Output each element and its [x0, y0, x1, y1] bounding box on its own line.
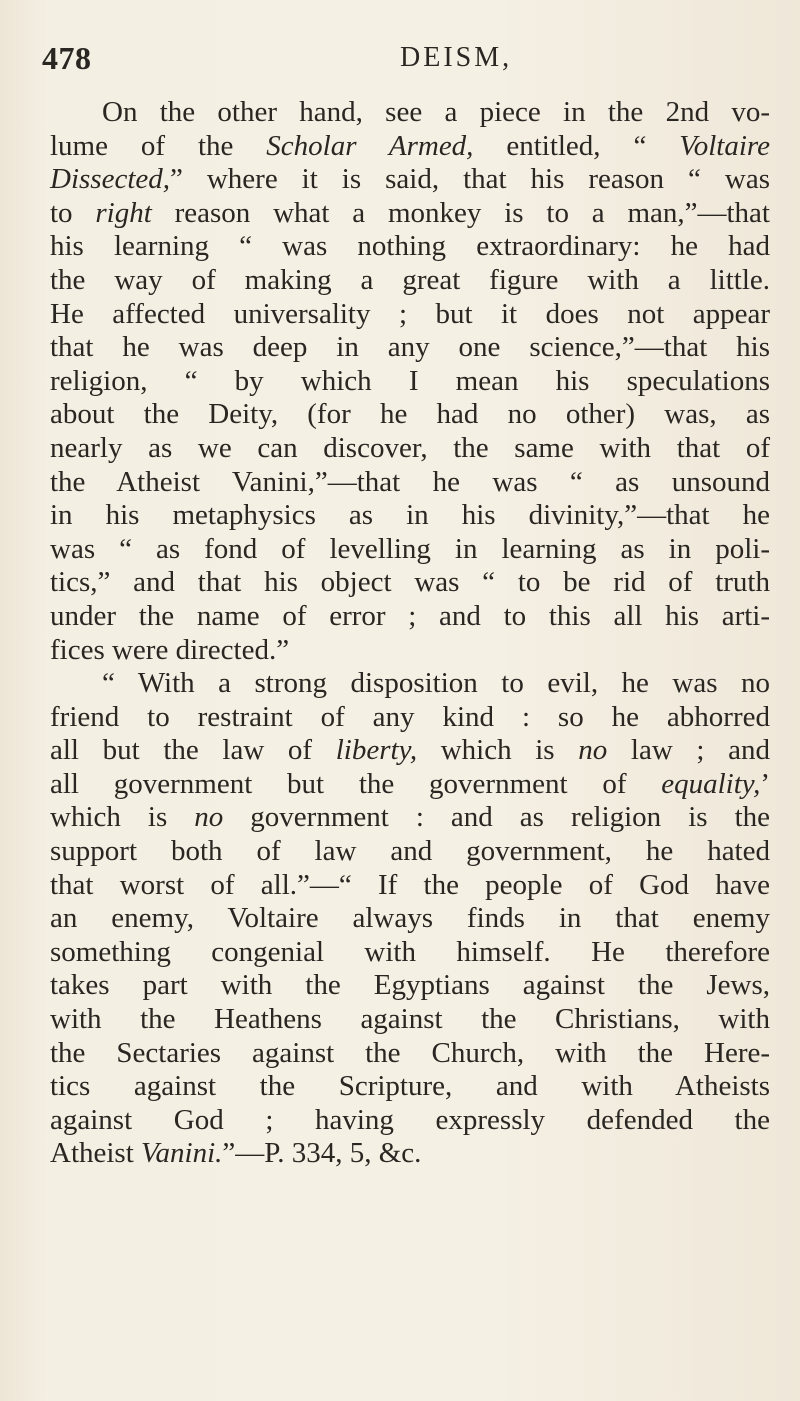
- text-line: [50, 869, 770, 903]
- text-line: [50, 533, 770, 567]
- text-line: [50, 130, 770, 164]
- text-line: [50, 936, 770, 970]
- text-line: [50, 398, 770, 432]
- text-segment: takes part with the Egyptians against the Jews,: [50, 969, 770, 1002]
- text-segment: religion, “ by which I mean his speculations: [50, 364, 770, 397]
- text-line: [50, 230, 770, 264]
- text-segment: against God ; having expressly defended the: [50, 1103, 770, 1136]
- italic-text: no: [578, 734, 608, 767]
- italic-text: right: [95, 196, 152, 229]
- text-line: [50, 768, 770, 802]
- text-line: [50, 1037, 770, 1071]
- text-line: [50, 1104, 770, 1138]
- text-segment: with the Heathens against the Christians, with: [50, 1003, 770, 1036]
- text-segment: about the Deity, (for he had no other) was, as: [50, 398, 770, 431]
- text-segment: “ With a strong disposition to evil, he was no: [102, 667, 770, 700]
- text-segment: the Atheist Vanini,”—that he was “ as unsound: [50, 465, 770, 498]
- text-segment: lume of the: [50, 129, 267, 162]
- text-segment: something congenial with himself. He therefore: [50, 935, 770, 968]
- text-segment: all but the law of: [50, 734, 336, 767]
- text-segment: to: [50, 196, 96, 229]
- text-segment: that worst of all.”—“ If the people of God have: [50, 868, 770, 901]
- text-segment: ’: [760, 767, 770, 800]
- italic-text: Scholar Armed,: [266, 129, 474, 162]
- italic-text: Dissected,: [50, 163, 170, 196]
- text-segment: entitled, “: [473, 129, 680, 162]
- text-segment: was “ as fond of levelling in learning as in poli-: [50, 532, 770, 565]
- running-head: DEISM,: [400, 42, 513, 73]
- text-segment: tics,” and that his object was “ to be rid of truth: [50, 566, 770, 599]
- text-segment: under the name of error ; and to this all his arti-: [50, 599, 770, 632]
- text-line: [50, 902, 770, 936]
- text-segment: friend to restraint of any kind : so he abhorred: [50, 700, 770, 733]
- text-line: [50, 1137, 770, 1171]
- text-segment: ”—P. 334, 5, &c.: [222, 1137, 422, 1170]
- text-line: [50, 163, 770, 197]
- text-line: [50, 197, 770, 231]
- page-number: 478: [42, 40, 92, 76]
- text-line: [50, 1003, 770, 1037]
- text-segment: He affected universality ; but it does not appear: [50, 297, 770, 330]
- text-segment: tics against the Scripture, and with Atheists: [50, 1070, 770, 1103]
- text-line: [50, 667, 770, 701]
- text-line: [50, 734, 770, 768]
- text-segment: all government but the government of: [50, 767, 662, 800]
- italic-text: Voltaire: [679, 129, 770, 162]
- text-line: [50, 96, 770, 130]
- text-segment: his learning “ was nothing extraordinary: he had: [50, 230, 770, 263]
- text-segment: support both of law and government, he hated: [50, 835, 770, 868]
- text-line: [50, 298, 770, 332]
- text-segment: ” where it is said, that his reason “ was: [170, 163, 770, 196]
- text-line: [50, 365, 770, 399]
- text-segment: government : and as religion is the: [223, 801, 770, 834]
- text-line: [50, 499, 770, 533]
- page-header: [0, 40, 800, 80]
- text-segment: an enemy, Voltaire always finds in that enemy: [50, 902, 770, 935]
- text-segment: fices were directed.”: [50, 633, 290, 666]
- text-line: [50, 634, 770, 668]
- text-segment: the way of making a great figure with a little.: [50, 263, 770, 296]
- italic-text: Vanini.: [141, 1137, 223, 1170]
- text-line: [50, 600, 770, 634]
- text-segment: which is: [50, 801, 195, 834]
- italic-text: equality,: [661, 767, 761, 800]
- text-line: [50, 835, 770, 869]
- text-segment: in his metaphysics as in his divinity,”—that he: [50, 499, 770, 532]
- italic-text: no: [194, 801, 224, 834]
- text-segment: the Sectaries against the Church, with the Here-: [50, 1036, 770, 1069]
- text-segment: that he was deep in any one science,”—that his: [50, 331, 770, 364]
- text-line: [50, 466, 770, 500]
- text-line: [50, 701, 770, 735]
- text-segment: reason what a monkey is to a man,”—that: [151, 196, 770, 229]
- text-line: [50, 566, 770, 600]
- text-line: [50, 801, 770, 835]
- text-segment: law ; and: [607, 734, 770, 767]
- body-text: [50, 96, 770, 1171]
- text-segment: Atheist: [50, 1137, 142, 1170]
- text-segment: which is: [417, 734, 579, 767]
- text-line: [50, 969, 770, 1003]
- text-line: [50, 264, 770, 298]
- text-segment: On the other hand, see a piece in the 2nd vo-: [102, 96, 770, 128]
- text-line: [50, 432, 770, 466]
- text-line: [50, 1070, 770, 1104]
- italic-text: liberty,: [335, 734, 418, 767]
- text-segment: nearly as we can discover, the same with that of: [50, 431, 770, 464]
- text-line: [50, 331, 770, 365]
